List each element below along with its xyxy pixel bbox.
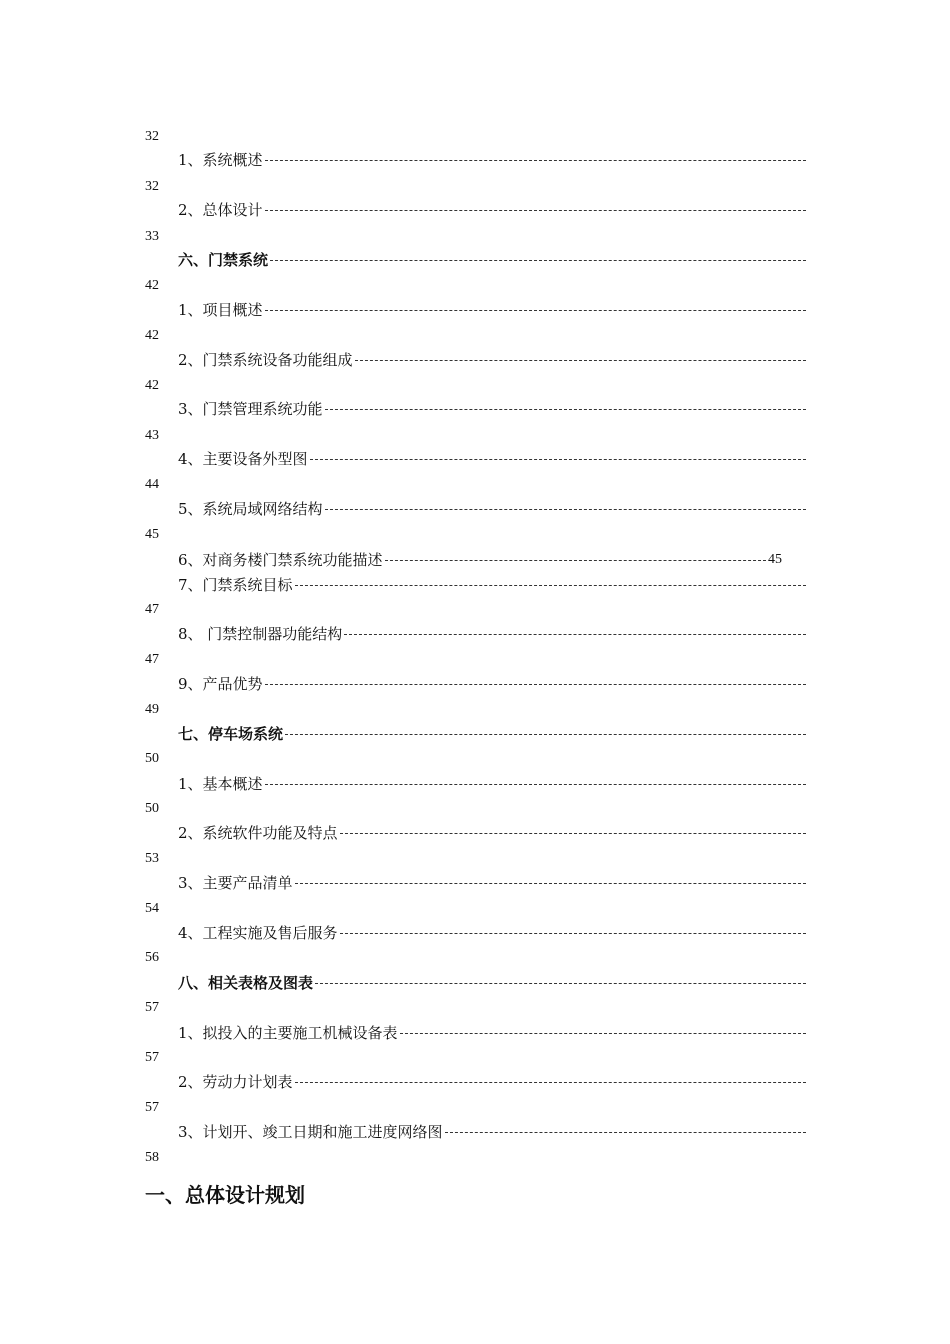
toc-page-number: 42 [145, 328, 159, 343]
toc-section-title: 七、停车场系统 [178, 725, 284, 743]
toc-page-number: 58 [145, 1150, 159, 1165]
toc-page-number: 47 [145, 652, 159, 667]
toc-page-number: 53 [145, 851, 159, 866]
toc-dash-leader [400, 1033, 806, 1034]
toc-page-number: 43 [145, 428, 159, 443]
toc-page-number: 32 [145, 129, 159, 144]
toc-entry[interactable] [178, 400, 806, 418]
toc-entry[interactable] [178, 1073, 806, 1091]
toc-section-entry[interactable] [178, 974, 806, 992]
toc-page-number: 49 [145, 702, 159, 717]
toc-entry[interactable] [178, 625, 806, 643]
toc-page-number: 44 [145, 477, 159, 492]
toc-entry-title: 2、总体设计 [178, 201, 263, 219]
toc-entry[interactable] [178, 924, 806, 942]
toc-entry-title: 6、对商务楼门禁系统功能描述 [178, 551, 383, 569]
toc-entry-title: 2、劳动力计划表 [178, 1073, 293, 1091]
toc-dash-leader [295, 585, 806, 586]
toc-page-number: 56 [145, 950, 159, 965]
section-heading: 一、总体设计规划 [145, 1183, 305, 1207]
toc-dash-leader [310, 459, 806, 460]
toc-dash-leader [265, 784, 806, 785]
toc-page-number: 57 [145, 1000, 159, 1015]
toc-inline-page-number: 45 [768, 552, 782, 567]
toc-entry[interactable] [178, 151, 806, 169]
toc-dash-leader [385, 560, 766, 561]
toc-entry-title: 1、项目概述 [178, 301, 263, 319]
toc-entry[interactable] [178, 675, 806, 693]
toc-dash-leader [315, 983, 806, 984]
toc-section-entry[interactable] [178, 251, 806, 269]
toc-entry-title: 1、拟投入的主要施工机械设备表 [178, 1024, 398, 1042]
toc-dash-leader [295, 883, 806, 884]
toc-entry-title: 3、门禁管理系统功能 [178, 400, 323, 418]
toc-dash-leader [445, 1132, 806, 1133]
toc-entry[interactable] [178, 450, 806, 468]
toc-entry[interactable] [178, 351, 806, 369]
toc-dash-leader [265, 684, 806, 685]
toc-entry-title: 2、门禁系统设备功能组成 [178, 351, 353, 369]
toc-section-title: 六、门禁系统 [178, 251, 269, 269]
toc-dash-leader [265, 310, 806, 311]
toc-dash-leader [295, 1082, 806, 1083]
toc-entry-title: 8、 门禁控制器功能结构 [178, 625, 343, 643]
toc-dash-leader [270, 260, 806, 261]
toc-dash-leader [340, 933, 806, 934]
toc-entry[interactable] [178, 201, 806, 219]
toc-entry-title: 1、系统概述 [178, 151, 263, 169]
toc-entry[interactable] [178, 824, 806, 842]
toc-entry-title: 3、计划开、竣工日期和施工进度网络图 [178, 1123, 443, 1141]
toc-entry-title: 2、系统软件功能及特点 [178, 824, 338, 842]
toc-entry[interactable] [178, 551, 782, 569]
toc-page-number: 50 [145, 801, 159, 816]
toc-section-title: 八、相关表格及图表 [178, 974, 314, 992]
toc-entry-title: 4、主要设备外型图 [178, 450, 308, 468]
toc-dash-leader [265, 160, 806, 161]
toc-dash-leader [340, 833, 806, 834]
toc-page-number: 45 [145, 527, 159, 542]
toc-entry-title: 5、系统局域网络结构 [178, 500, 323, 518]
toc-page-number: 47 [145, 602, 159, 617]
toc-entry[interactable] [178, 576, 806, 594]
toc-dash-leader [355, 360, 806, 361]
toc-dash-leader [344, 634, 806, 635]
toc-entry-title: 1、基本概述 [178, 775, 263, 793]
toc-entry-title: 7、门禁系统目标 [178, 576, 293, 594]
toc-page-number: 42 [145, 278, 159, 293]
toc-entry[interactable] [178, 301, 806, 319]
toc-entry-title: 4、工程实施及售后服务 [178, 924, 338, 942]
toc-page-number: 33 [145, 229, 159, 244]
toc-entry[interactable] [178, 874, 806, 892]
toc-page-number: 57 [145, 1100, 159, 1115]
toc-page-number: 57 [145, 1050, 159, 1065]
toc-entry[interactable] [178, 775, 806, 793]
toc-dash-leader [285, 734, 806, 735]
toc-entry[interactable] [178, 500, 806, 518]
toc-dash-leader [325, 509, 806, 510]
toc-page-number: 54 [145, 901, 159, 916]
toc-entry[interactable] [178, 1024, 806, 1042]
toc-entry-title: 9、产品优势 [178, 675, 263, 693]
toc-entry-title: 3、主要产品清单 [178, 874, 293, 892]
toc-entry[interactable] [178, 1123, 806, 1141]
toc-page-number: 50 [145, 751, 159, 766]
toc-dash-leader [265, 210, 806, 211]
toc-dash-leader [325, 409, 806, 410]
toc-page-number: 32 [145, 179, 159, 194]
toc-page-number: 42 [145, 378, 159, 393]
toc-section-entry[interactable] [178, 725, 806, 743]
